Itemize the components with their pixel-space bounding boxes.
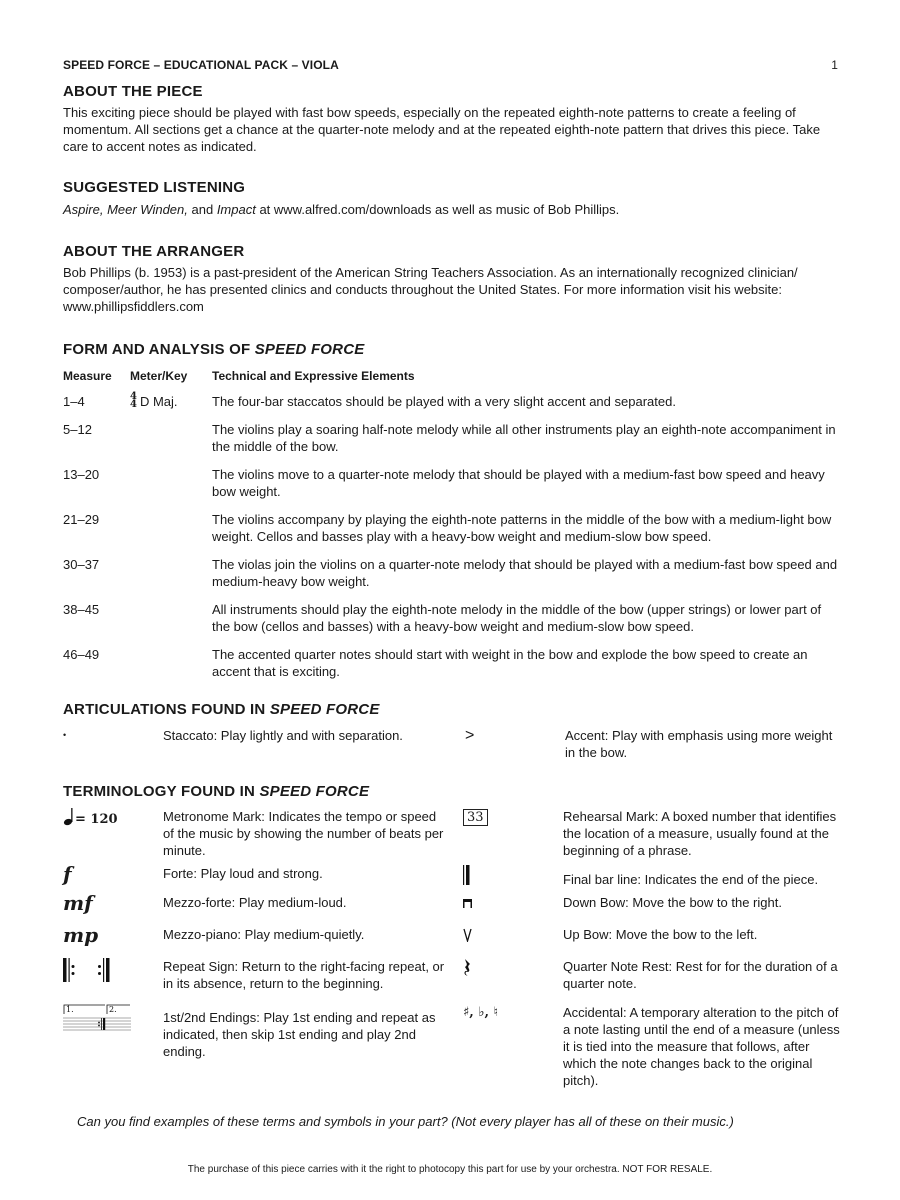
articulation-row — [63, 727, 840, 761]
form-row — [63, 393, 840, 410]
articulations-heading-prefix: ARTICULATIONS FOUND IN — [63, 701, 270, 718]
listening-text — [63, 201, 840, 218]
form-row-text: The four-bar staccatos should be played with a very slight accent and separated. — [212, 394, 676, 409]
about-piece-text: This exciting piece should be played with fast bow speeds, especially on the repeated eighth-note patterns to create a feeling of momentum. All sections get a chance at the quarter-note melody and at the repeated eighth-note pattern that drives this piece. Take care to accent notes as indicated. — [63, 105, 821, 154]
form-row-measure: 1–4 — [63, 394, 85, 409]
form-row — [63, 646, 840, 680]
form-table-body — [63, 393, 840, 680]
form-row-key: D Maj. — [139, 394, 178, 409]
form-row-text: The violins move to a quarter-note melody that should be played with a medium-fast bow speed and heavy bow weight. — [212, 467, 825, 499]
page-header — [63, 58, 840, 72]
articulations-section — [63, 701, 840, 761]
quarter-rest-icon — [463, 958, 563, 992]
up-bow-icon — [463, 926, 563, 946]
up-bow-text: Up Bow: Move the bow to the left. — [563, 927, 758, 942]
accent-text: Accent: Play with emphasis using more weight in the bow. — [565, 728, 833, 760]
quarter-rest-text: Quarter Note Rest: Rest for for the duration of a quarter note. — [563, 959, 838, 991]
metronome-value: = 120 — [75, 812, 118, 827]
mezzo-forte-symbol: mf — [63, 891, 93, 915]
form-heading — [63, 341, 840, 358]
listening-impact: Impact — [216, 202, 256, 217]
time-signature-icon: 4 4 — [130, 391, 137, 410]
arranger-text: Bob Phillips (b. 1953) is a past-president of the American String Teachers Association. As an internationally recognized clinician/ composer/author, he has presented clinics and conducts throughout the United States. For more information visit his website: www.phillipsfiddlers.com — [63, 265, 798, 314]
term-row — [63, 923, 840, 947]
form-table-header — [63, 369, 840, 383]
form-row-measure: 38–45 — [63, 602, 100, 617]
term-row — [63, 862, 840, 888]
forte-icon — [63, 862, 163, 888]
form-row-measure: 46–49 — [63, 647, 100, 662]
quarter-note-icon — [63, 808, 75, 826]
term-row — [63, 958, 840, 992]
page-header-title: SPEED FORCE – EDUCATIONAL PACK – VIOLA — [63, 58, 339, 72]
form-row-text: All instruments should play the eighth-note melody in the middle of the bow (upper strings) or lower part of the bow (cellos and basses) with a heavy-bow weight and medium-slow bow speed. — [212, 602, 822, 634]
form-row-meter — [130, 466, 212, 500]
accidental-text: Accidental: A temporary alteration to the pitch of a note lasting until the end of a measure (unless it is tied into the measure that follows, after which the note changes back to the original pitch). — [563, 1005, 840, 1088]
arranger-heading: ABOUT THE ARRANGER — [63, 243, 245, 260]
forte-text: Forte: Play loud and strong. — [163, 866, 323, 881]
staccato-icon: • — [63, 730, 67, 740]
repeat-sign-icon — [63, 958, 163, 992]
col-meter-key: Meter/Key — [130, 369, 188, 383]
rehearsal-mark-icon — [463, 808, 563, 859]
listening-and: and — [187, 202, 217, 217]
ending-2-label: 2. — [109, 1005, 117, 1014]
mezzo-piano-text: Mezzo-piano: Play medium-quietly. — [163, 927, 365, 942]
form-row-measure: 30–37 — [63, 557, 100, 572]
accent-icon: > — [465, 727, 475, 744]
form-row-meter — [130, 646, 212, 680]
rehearsal-text: Rehearsal Mark: A boxed number that identifies the location of a measure, usually found at the beginning of a phrase. — [563, 809, 837, 858]
listening-titles: Aspire, Meer Winden, — [63, 202, 188, 217]
articulations-heading-title: SPEED FORCE — [269, 701, 380, 718]
mezzo-piano-symbol: mp — [63, 923, 99, 947]
arranger-section — [63, 243, 840, 315]
terminology-heading-title: SPEED FORCE — [259, 783, 370, 800]
repeat-sign-text: Repeat Sign: Return to the right-facing repeat, or in its absence, return to the beginning. — [163, 959, 445, 991]
page-footer: The purchase of this piece carries with it the right to photocopy this part for use by your orchestra. NOT FOR RESALE. — [187, 1164, 713, 1175]
form-row-text: The violins accompany by playing the eighth-note patterns in the middle of the bow with a medium-light bow weight. Cellos and basses play with a heavy-bow weight and medium-slow bow speed. — [212, 512, 832, 544]
form-row-text: The accented quarter notes should start with weight in the bow and explode the bow speed to create an accent that is exciting. — [212, 647, 808, 679]
form-row — [63, 601, 840, 635]
rehearsal-number: 33 — [463, 809, 488, 826]
form-row — [63, 556, 840, 590]
form-row-meter — [130, 393, 212, 410]
down-bow-icon — [463, 894, 563, 914]
final-barline-text: Final bar line: Indicates the end of the piece. — [563, 872, 819, 887]
final-barline-icon — [463, 865, 563, 888]
col-measure: Measure — [63, 369, 112, 383]
mezzo-forte-icon — [63, 891, 163, 915]
form-row-meter — [130, 511, 212, 545]
form-row-meter — [130, 556, 212, 590]
form-heading-title: SPEED FORCE — [254, 341, 365, 358]
term-row — [63, 808, 840, 859]
form-row-measure: 21–29 — [63, 512, 100, 527]
mezzo-piano-icon — [63, 923, 163, 947]
form-row-measure: 13–20 — [63, 467, 100, 482]
term-row — [63, 1004, 840, 1089]
form-row — [63, 466, 840, 500]
closing-question: Can you find examples of these terms and symbols in your part? (Not every player has all of these on their music.) — [77, 1114, 734, 1129]
listening-heading: SUGGESTED LISTENING — [63, 179, 246, 196]
listening-section — [63, 179, 840, 218]
form-row-meter — [130, 421, 212, 455]
col-elements: Technical and Expressive Elements — [212, 369, 415, 383]
terminology-heading — [63, 783, 840, 800]
metronome-icon — [63, 808, 163, 859]
about-piece-section — [63, 83, 840, 155]
articulations-heading — [63, 701, 840, 718]
form-row — [63, 421, 840, 455]
form-heading-prefix: FORM AND ANALYSIS OF — [63, 341, 255, 358]
form-row-text: The violas join the violins on a quarter-note melody that should be played with a medium-fast bow speed and medium-heavy bow weight. — [212, 557, 838, 589]
staccato-text: Staccato: Play lightly and with separation. — [163, 728, 403, 743]
ending-1-label: 1. — [66, 1005, 74, 1014]
endings-icon — [63, 1004, 163, 1089]
metronome-text: Metronome Mark: Indicates the tempo or speed of the music by showing the number of beats per minute. — [163, 809, 444, 858]
form-analysis-section — [63, 341, 840, 680]
form-row-measure: 5–12 — [63, 422, 92, 437]
form-row-text: The violins play a soaring half-note melody while all other instruments play an eighth-note accompaniment in the middle of the bow. — [212, 422, 836, 454]
terminology-section — [63, 783, 840, 1089]
endings-text: 1st/2nd Endings: Play 1st ending and repeat as indicated, then skip 1st ending and play 2nd ending. — [163, 1010, 436, 1059]
form-row-meter — [130, 601, 212, 635]
accidentals-icon: ♯, ♭, ♮ — [463, 1005, 499, 1020]
forte-symbol: f — [63, 862, 72, 886]
terminology-heading-prefix: TERMINOLOGY FOUND IN — [63, 783, 260, 800]
listening-rest: at www.alfred.com/downloads as well as music of Bob Phillips. — [255, 202, 620, 217]
page-content — [63, 58, 840, 1130]
down-bow-text: Down Bow: Move the bow to the right. — [563, 895, 782, 910]
terminology-grid — [63, 808, 840, 1089]
term-row — [63, 891, 840, 915]
form-row — [63, 511, 840, 545]
about-piece-heading: ABOUT THE PIECE — [63, 83, 203, 100]
mezzo-forte-text: Mezzo-forte: Play medium-loud. — [163, 895, 347, 910]
page-number: 1 — [831, 58, 838, 72]
